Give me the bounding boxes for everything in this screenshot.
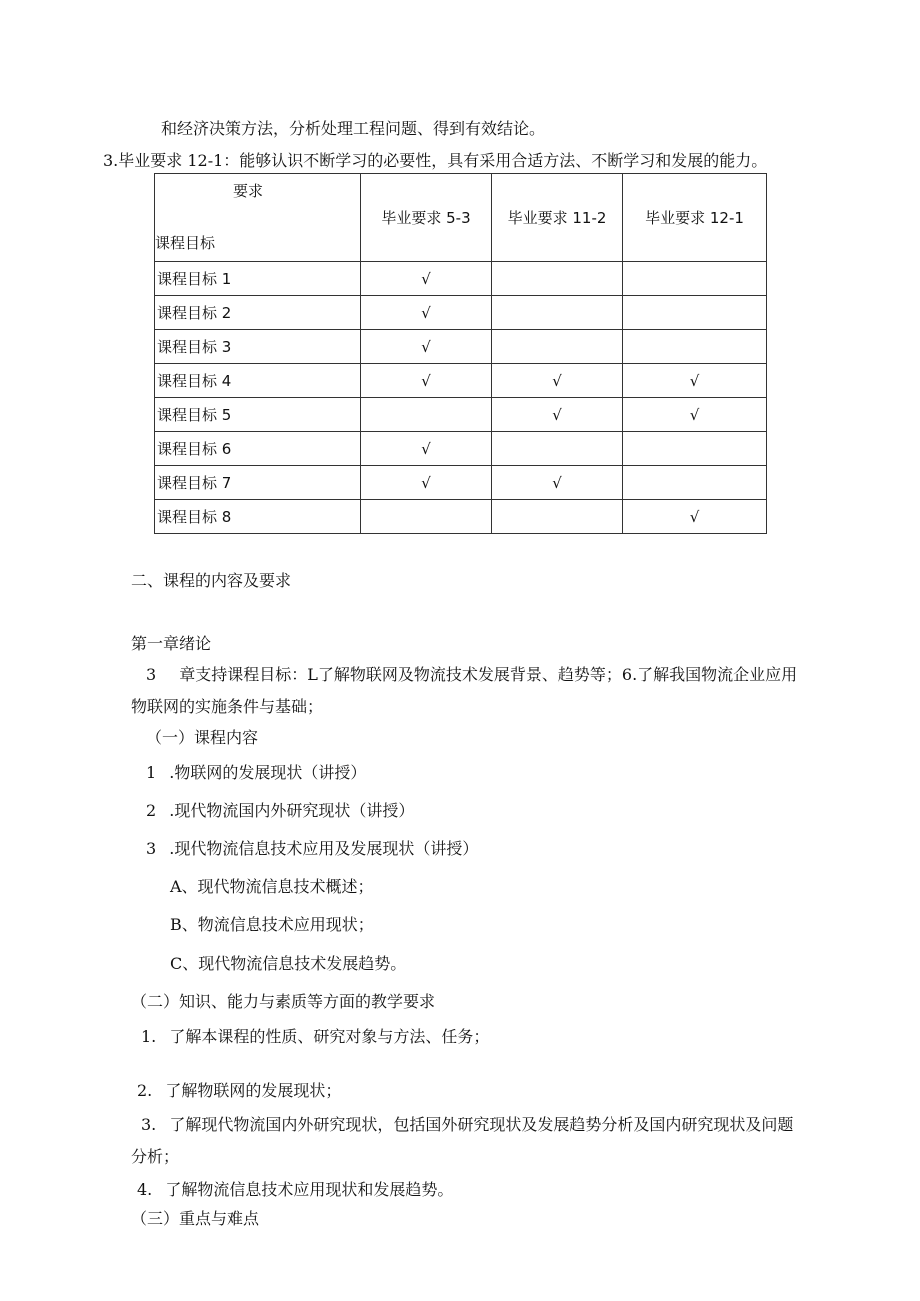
check-cell: √ — [361, 432, 492, 466]
requirements-heading: （二）知识、能力与素质等方面的教学要求 — [131, 992, 436, 1011]
table-row — [155, 296, 767, 330]
check-cell: √ — [361, 364, 492, 398]
check-cell — [623, 330, 767, 364]
chapter-title: 第一章绪论 — [131, 634, 212, 653]
check-cell: √ — [361, 330, 492, 364]
requirement-number: 4. — [137, 1180, 153, 1199]
requirement-text: 了解现代物流国内外研究现状，包括国外研究现状及发展趋势分析及国内研究现状及问题 — [169, 1115, 794, 1134]
sub-list-item: A、现代物流信息技术概述； — [170, 877, 374, 896]
list-item-text: .现代物流信息技术应用及发展现状（讲授） — [169, 839, 479, 858]
requirement-continuation: 分析； — [131, 1147, 180, 1166]
sub-list-item: C、现代物流信息技术发展趋势。 — [170, 954, 407, 973]
check-cell — [492, 330, 623, 364]
row-label: 课程目标 2 — [155, 296, 361, 330]
table-row — [155, 398, 767, 432]
support-goals-line — [146, 664, 797, 686]
column-header: 毕业要求 11-2 — [492, 174, 623, 262]
intro-line-2: 3.毕业要求 12-1：能够认识不断学习的必要性，具有采用合适方法、不断学习和发展的能力。 — [103, 151, 768, 170]
check-cell — [623, 466, 767, 500]
requirement-text: 了解本课程的性质、研究对象与方法、任务； — [169, 1027, 490, 1046]
list-item-number: 2 — [146, 801, 157, 820]
check-cell — [623, 296, 767, 330]
requirement-text: 了解物流信息技术应用现状和发展趋势。 — [165, 1180, 454, 1199]
table-row — [155, 364, 767, 398]
table-corner-cell — [155, 174, 361, 262]
row-label: 课程目标 3 — [155, 330, 361, 364]
table-row — [155, 330, 767, 364]
requirement-item — [137, 1080, 341, 1102]
check-cell: √ — [361, 262, 492, 296]
requirement-number: 1. — [141, 1027, 157, 1046]
check-cell — [492, 262, 623, 296]
content-heading: （一）课程内容 — [146, 728, 259, 747]
support-goals-continuation: 物联网的实施条件与基础； — [131, 697, 324, 716]
key-points-heading: （三）重点与难点 — [131, 1209, 260, 1228]
row-label: 课程目标 1 — [155, 262, 361, 296]
table-row — [155, 466, 767, 500]
check-cell: √ — [623, 500, 767, 534]
check-cell — [361, 500, 492, 534]
requirement-number: 2. — [137, 1081, 153, 1100]
list-item-text: .物联网的发展现状（讲授） — [169, 763, 367, 782]
table-row — [155, 262, 767, 296]
column-header: 毕业要求 12-1 — [623, 174, 767, 262]
check-cell — [492, 296, 623, 330]
row-label: 课程目标 4 — [155, 364, 361, 398]
row-label: 课程目标 6 — [155, 432, 361, 466]
list-item-text: .现代物流国内外研究现状（讲授） — [169, 801, 415, 820]
list-item-number: 3 — [146, 839, 157, 858]
check-cell: √ — [492, 466, 623, 500]
list-item-number: 1 — [146, 763, 157, 782]
check-cell — [361, 398, 492, 432]
check-cell — [492, 432, 623, 466]
check-cell: √ — [492, 364, 623, 398]
requirement-item — [141, 1026, 489, 1048]
check-cell: √ — [623, 398, 767, 432]
requirements-matrix-table — [154, 173, 767, 534]
row-label: 课程目标 5 — [155, 398, 361, 432]
intro-line-1: 和经济决策方法，分析处理工程问题、得到有效结论。 — [161, 119, 546, 138]
support-goals-text: 章支持课程目标：L了解物联网及物流技术发展背景、趋势等；6.了解我国物流企业应用 — [179, 665, 798, 684]
sub-list-item: B、物流信息技术应用现状； — [170, 915, 374, 934]
requirement-text: 了解物联网的发展现状； — [165, 1081, 342, 1100]
table-row — [155, 432, 767, 466]
requirement-number: 3. — [141, 1115, 157, 1134]
table-header-row — [155, 174, 767, 262]
support-goals-number: 3 — [146, 665, 157, 684]
column-header: 毕业要求 5-3 — [361, 174, 492, 262]
section-heading: 二、课程的内容及要求 — [131, 571, 292, 590]
requirement-item — [141, 1114, 793, 1136]
list-item — [146, 838, 478, 860]
check-cell: √ — [492, 398, 623, 432]
list-item — [146, 762, 366, 784]
check-cell — [623, 262, 767, 296]
corner-bottom-label: 课程目标 — [155, 234, 216, 252]
table-row — [155, 500, 767, 534]
check-cell — [623, 432, 767, 466]
row-label: 课程目标 8 — [155, 500, 361, 534]
check-cell: √ — [623, 364, 767, 398]
check-cell — [492, 500, 623, 534]
check-cell: √ — [361, 466, 492, 500]
list-item — [146, 800, 414, 822]
requirement-item — [137, 1179, 453, 1201]
check-cell: √ — [361, 296, 492, 330]
corner-top-label: 要求 — [233, 182, 264, 200]
row-label: 课程目标 7 — [155, 466, 361, 500]
